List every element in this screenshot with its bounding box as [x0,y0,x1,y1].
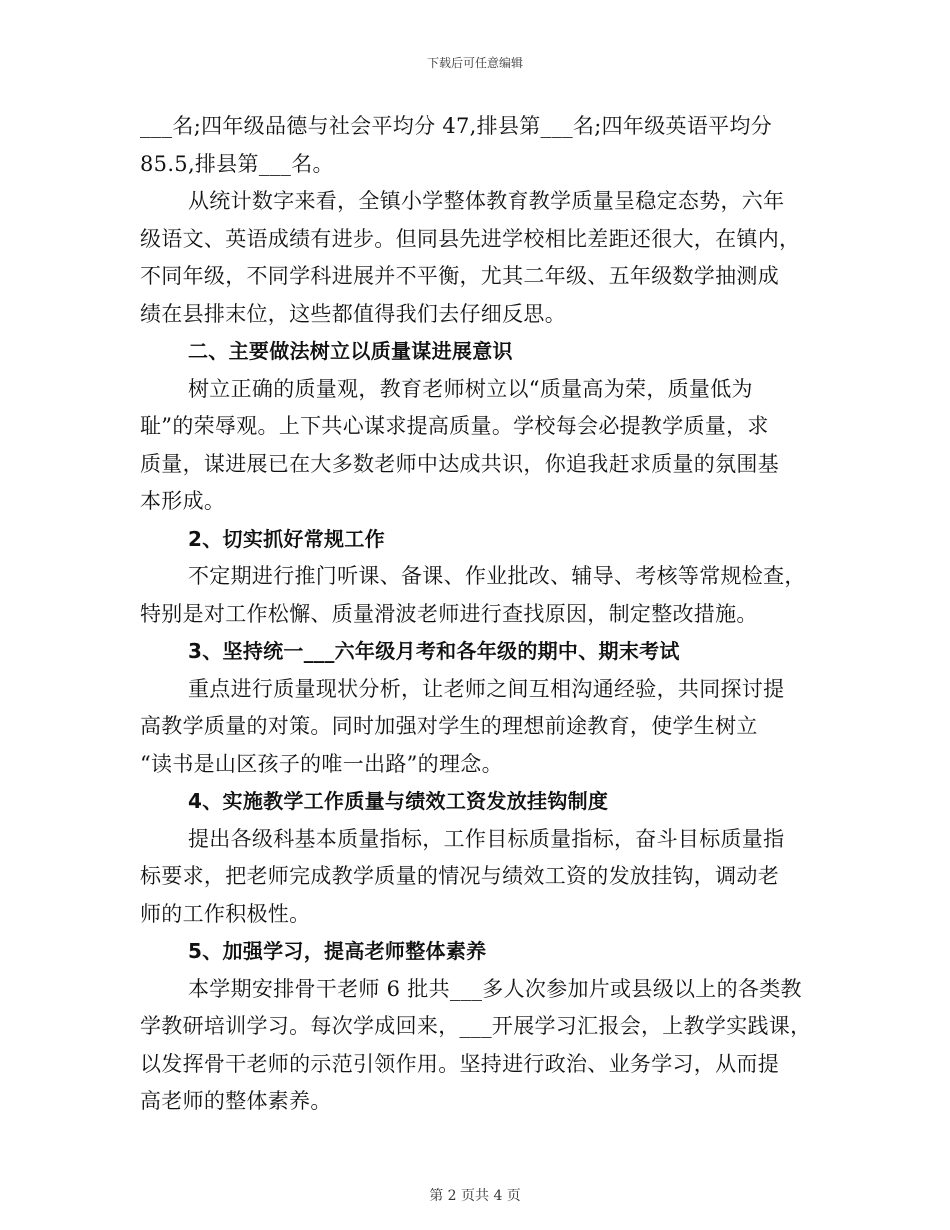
body-line: 高老师的整体素养。 [140,1089,332,1113]
body-line: 绩在县排末位，这些都值得我们去仔细反思。 [140,301,566,326]
body-line: 特别是对工作松懈、质量滑波老师进行查找原因，制定整改措施。 [140,601,758,626]
section-heading: 二、主要做法树立以质量谋进展意识 [188,339,513,363]
body-line: 质量，谋进展已在大多数老师中达成共识，你追我赶求质量的氛围基 [140,451,779,476]
section-heading: 4、实施教学工作质量与绩效工资发放挂钩制度 [188,789,609,813]
document-body [140,108,812,1121]
paragraph-start: 树立正确的质量观，教育老师树立以“质量高为荣，质量低为 [188,376,753,401]
page-footer: 第 2 页共 4 页 [429,1188,521,1204]
page-header: 下载后可任意编辑 [426,56,523,70]
section-heading: 5、加强学习，提高老师整体素养 [188,939,487,963]
body-line: 标要求，把老师完成教学质量的情况与绩效工资的发放挂钩，调动老 [140,864,779,888]
body-line: 学教研培训学习。每次学成回来，___开展学习汇报会，上教学实践课， [140,1014,812,1038]
body-line: 高教学质量的对策。同时加强对学生的理想前途教育，使学生树立 [140,714,758,738]
section-heading: 2、切实抓好常规工作 [188,526,385,551]
body-line: 不同年级，不同学科进展并不平衡，尤其二年级、五年级数学抽测成 [140,264,779,288]
body-line: “读书是山区孩子的唯一出路”的理念。 [140,751,503,776]
body-line: 师的工作积极性。 [140,901,311,926]
body-line: 本形成。 [140,489,226,513]
body-line: 级语文、英语成绩有进步。但同县先进学校相比差距还很大，在镇内， [140,226,801,251]
body-line: ___名;四年级品德与社会平均分 47,排县第___名;四年级英语平均分 [140,114,773,138]
body-line: 以发挥骨干老师的示范引领作用。坚持进行政治、业务学习，从而提 [140,1051,779,1076]
paragraph-start: 本学期安排骨干老师 6 批共___多人次参加片或县级以上的各类教 [188,976,802,1001]
body-line: 85.5,排县第___名。 [140,151,334,176]
body-line: 耻”的荣辱观。上下共心谋求提高质量。学校每会必提教学质量，求 [140,414,769,438]
paragraph-start: 重点进行质量现状分析，让老师之间互相沟通经验，共同探讨提 [188,676,785,701]
paragraph-start: 不定期进行推门听课、备课、作业批改、辅导、考核等常规检查， [188,564,806,588]
paragraph-start: 从统计数字来看，全镇小学整体教育教学质量呈稳定态势，六年 [188,189,785,213]
section-heading: 3、坚持统一___六年级月考和各年级的期中、期末考试 [188,639,680,663]
paragraph-start: 提出各级科基本质量指标，工作目标质量指标，奋斗目标质量指 [188,826,785,851]
